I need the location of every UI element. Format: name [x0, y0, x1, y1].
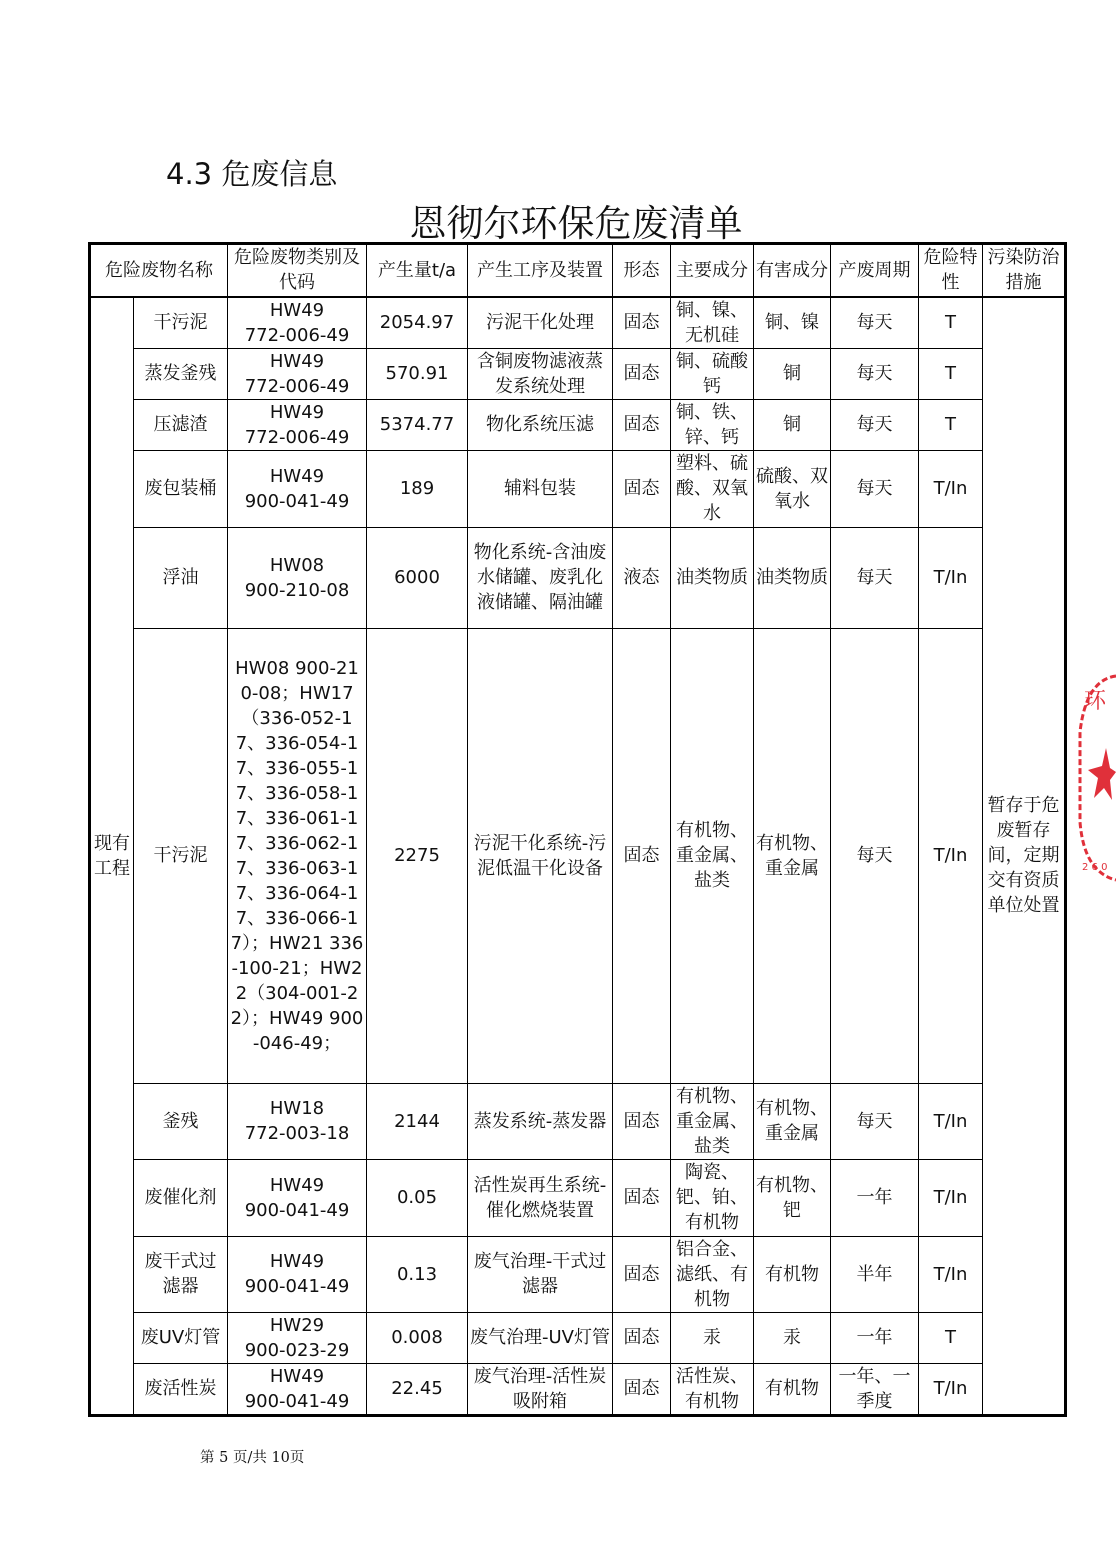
cell-components: 油类物质	[671, 527, 754, 628]
table-row	[90, 399, 1066, 450]
cell-harmful: 汞	[754, 1312, 831, 1363]
header-measure: 污染防治措施	[983, 244, 1066, 297]
cell-components: 有机物、重金属、盐类	[671, 1083, 754, 1159]
cell-form: 固态	[613, 450, 671, 527]
page-footer: 第 5 页/共 10页	[200, 1450, 305, 1466]
cell-harmful: 铜	[754, 399, 831, 450]
cell-quantity: 2054.97	[367, 297, 468, 349]
cell-waste-name: 干污泥	[134, 297, 228, 349]
cell-period: 每天	[831, 628, 919, 1083]
cell-components: 铝合金、滤纸、有机物	[671, 1236, 754, 1312]
cell-hazard: T/In	[919, 628, 983, 1083]
cell-form: 液态	[613, 527, 671, 628]
cell-process: 蒸发系统-蒸发器	[468, 1083, 613, 1159]
cell-harmful: 有机物	[754, 1236, 831, 1312]
cell-period: 每天	[831, 348, 919, 399]
cell-harmful: 有机物、钯	[754, 1159, 831, 1236]
cell-hazard: T/In	[919, 1236, 983, 1312]
cell-waste-name: 釜残	[134, 1083, 228, 1159]
table-row	[90, 297, 1066, 349]
cell-components: 铜、铁、锌、钙	[671, 399, 754, 450]
table-row	[90, 527, 1066, 628]
header-waste-name: 危险废物名称	[90, 244, 228, 297]
cell-period: 每天	[831, 527, 919, 628]
cell-waste-code: HW49 772-006-49	[228, 348, 367, 399]
cell-process: 辅料包装	[468, 450, 613, 527]
cell-harmful: 有机物	[754, 1363, 831, 1415]
cell-waste-name: 压滤渣	[134, 399, 228, 450]
cell-waste-code: HW29 900-023-29	[228, 1312, 367, 1363]
cell-harmful: 油类物质	[754, 527, 831, 628]
table-row	[90, 1236, 1066, 1312]
cell-form: 固态	[613, 1236, 671, 1312]
cell-waste-name: 废UV灯管	[134, 1312, 228, 1363]
cell-period: 半年	[831, 1236, 919, 1312]
cell-components: 陶瓷、钯、铂、有机物	[671, 1159, 754, 1236]
cell-components: 有机物、重金属、盐类	[671, 628, 754, 1083]
header-waste-code: 危险废物类别及代码	[228, 244, 367, 297]
cell-components: 铜、镍、无机硅	[671, 297, 754, 349]
cell-process: 物化系统压滤	[468, 399, 613, 450]
header-form: 形态	[613, 244, 671, 297]
cell-form: 固态	[613, 1159, 671, 1236]
cell-harmful: 硫酸、双氧水	[754, 450, 831, 527]
cell-quantity: 5374.77	[367, 399, 468, 450]
cell-waste-name: 浮油	[134, 527, 228, 628]
cell-form: 固态	[613, 1363, 671, 1415]
cell-hazard: T	[919, 1312, 983, 1363]
group-label: 现有工程	[90, 297, 134, 1416]
table-row	[90, 1312, 1066, 1363]
cell-waste-name: 干污泥	[134, 628, 228, 1083]
cell-waste-name: 废活性炭	[134, 1363, 228, 1415]
pollution-measure: 暂存于危废暂存间，定期交有资质单位处置	[983, 297, 1066, 1416]
document-title: 恩彻尔环保危废清单	[409, 202, 743, 245]
cell-form: 固态	[613, 399, 671, 450]
cell-hazard: T/In	[919, 1159, 983, 1236]
table-row	[90, 1363, 1066, 1415]
cell-process: 物化系统-含油废水储罐、废乳化液储罐、隔油罐	[468, 527, 613, 628]
cell-period: 一年	[831, 1159, 919, 1236]
cell-quantity: 2275	[367, 628, 468, 1083]
cell-waste-name: 废催化剂	[134, 1159, 228, 1236]
cell-waste-code: HW49 900-041-49	[228, 1363, 367, 1415]
cell-components: 汞	[671, 1312, 754, 1363]
cell-period: 一年、一季度	[831, 1363, 919, 1415]
cell-harmful: 有机物、重金属	[754, 628, 831, 1083]
table-row	[90, 348, 1066, 399]
cell-harmful: 铜	[754, 348, 831, 399]
svg-text:环: 环	[1084, 689, 1107, 714]
cell-waste-code: HW49 772-006-49	[228, 399, 367, 450]
cell-waste-code: HW49 900-041-49	[228, 450, 367, 527]
cell-hazard: T/In	[919, 1363, 983, 1415]
cell-hazard: T/In	[919, 450, 983, 527]
cell-hazard: T	[919, 348, 983, 399]
cell-quantity: 22.45	[367, 1363, 468, 1415]
table-row	[90, 628, 1066, 1083]
section-heading: 4.3 危废信息	[166, 157, 338, 191]
hazardous-waste-table	[88, 242, 1067, 1417]
cell-process: 废气治理-干式过滤器	[468, 1236, 613, 1312]
cell-process: 废气治理-UV灯管	[468, 1312, 613, 1363]
cell-harmful: 铜、镍	[754, 297, 831, 349]
cell-components: 铜、硫酸钙	[671, 348, 754, 399]
cell-waste-code: HW08 900-210-08	[228, 527, 367, 628]
cell-waste-code: HW18 772-003-18	[228, 1083, 367, 1159]
cell-process: 废气治理-活性炭吸附箱	[468, 1363, 613, 1415]
header-hazard: 危险特性	[919, 244, 983, 297]
cell-waste-code: HW49 900-041-49	[228, 1236, 367, 1312]
cell-waste-name: 废干式过滤器	[134, 1236, 228, 1312]
cell-form: 固态	[613, 1083, 671, 1159]
cell-quantity: 0.008	[367, 1312, 468, 1363]
cell-form: 固态	[613, 628, 671, 1083]
cell-hazard: T/In	[919, 1083, 983, 1159]
header-process: 产生工序及装置	[468, 244, 613, 297]
table-header-row	[90, 244, 1066, 297]
table-row	[90, 450, 1066, 527]
cell-hazard: T	[919, 399, 983, 450]
cell-form: 固态	[613, 1312, 671, 1363]
header-components: 主要成分	[671, 244, 754, 297]
cell-process: 含铜废物滤液蒸发系统处理	[468, 348, 613, 399]
cell-quantity: 570.91	[367, 348, 468, 399]
cell-waste-name: 废包装桶	[134, 450, 228, 527]
header-harmful: 有害成分	[754, 244, 831, 297]
cell-waste-code: HW49 900-041-49	[228, 1159, 367, 1236]
cell-waste-name: 蒸发釜残	[134, 348, 228, 399]
cell-period: 每天	[831, 450, 919, 527]
cell-process: 污泥干化系统-污泥低温干化设备	[468, 628, 613, 1083]
cell-components: 活性炭、有机物	[671, 1363, 754, 1415]
cell-period: 一年	[831, 1312, 919, 1363]
cell-components: 塑料、硫酸、双氧水	[671, 450, 754, 527]
cell-quantity: 6000	[367, 527, 468, 628]
header-quantity: 产生量t/a	[367, 244, 468, 297]
cell-quantity: 0.13	[367, 1236, 468, 1312]
cell-harmful: 有机物、重金属	[754, 1083, 831, 1159]
cell-process: 活性炭再生系统-催化燃烧装置	[468, 1159, 613, 1236]
table-row	[90, 1159, 1066, 1236]
cell-waste-code: HW49 772-006-49	[228, 297, 367, 349]
cell-period: 每天	[831, 297, 919, 349]
cell-process: 污泥干化处理	[468, 297, 613, 349]
cell-quantity: 2144	[367, 1083, 468, 1159]
cell-quantity: 189	[367, 450, 468, 527]
cell-hazard: T/In	[919, 527, 983, 628]
cell-form: 固态	[613, 297, 671, 349]
table-row	[90, 1083, 1066, 1159]
cell-period: 每天	[831, 1083, 919, 1159]
seal-stamp-icon	[1076, 672, 1116, 884]
cell-waste-code: HW08 900-210-08；HW17（336-052-17、336-054-17、336-055-17、336-058-17、336-061-17、336-062-17、336-063-17、336-064-17、336-066-17）；HW21 336-100-21；HW22（304-001-22）；HW49 900-046-49；	[228, 628, 367, 1083]
header-period: 产废周期	[831, 244, 919, 297]
cell-form: 固态	[613, 348, 671, 399]
svg-text:2 6 0: 2 6 0	[1082, 862, 1108, 873]
cell-hazard: T	[919, 297, 983, 349]
cell-quantity: 0.05	[367, 1159, 468, 1236]
cell-period: 每天	[831, 399, 919, 450]
